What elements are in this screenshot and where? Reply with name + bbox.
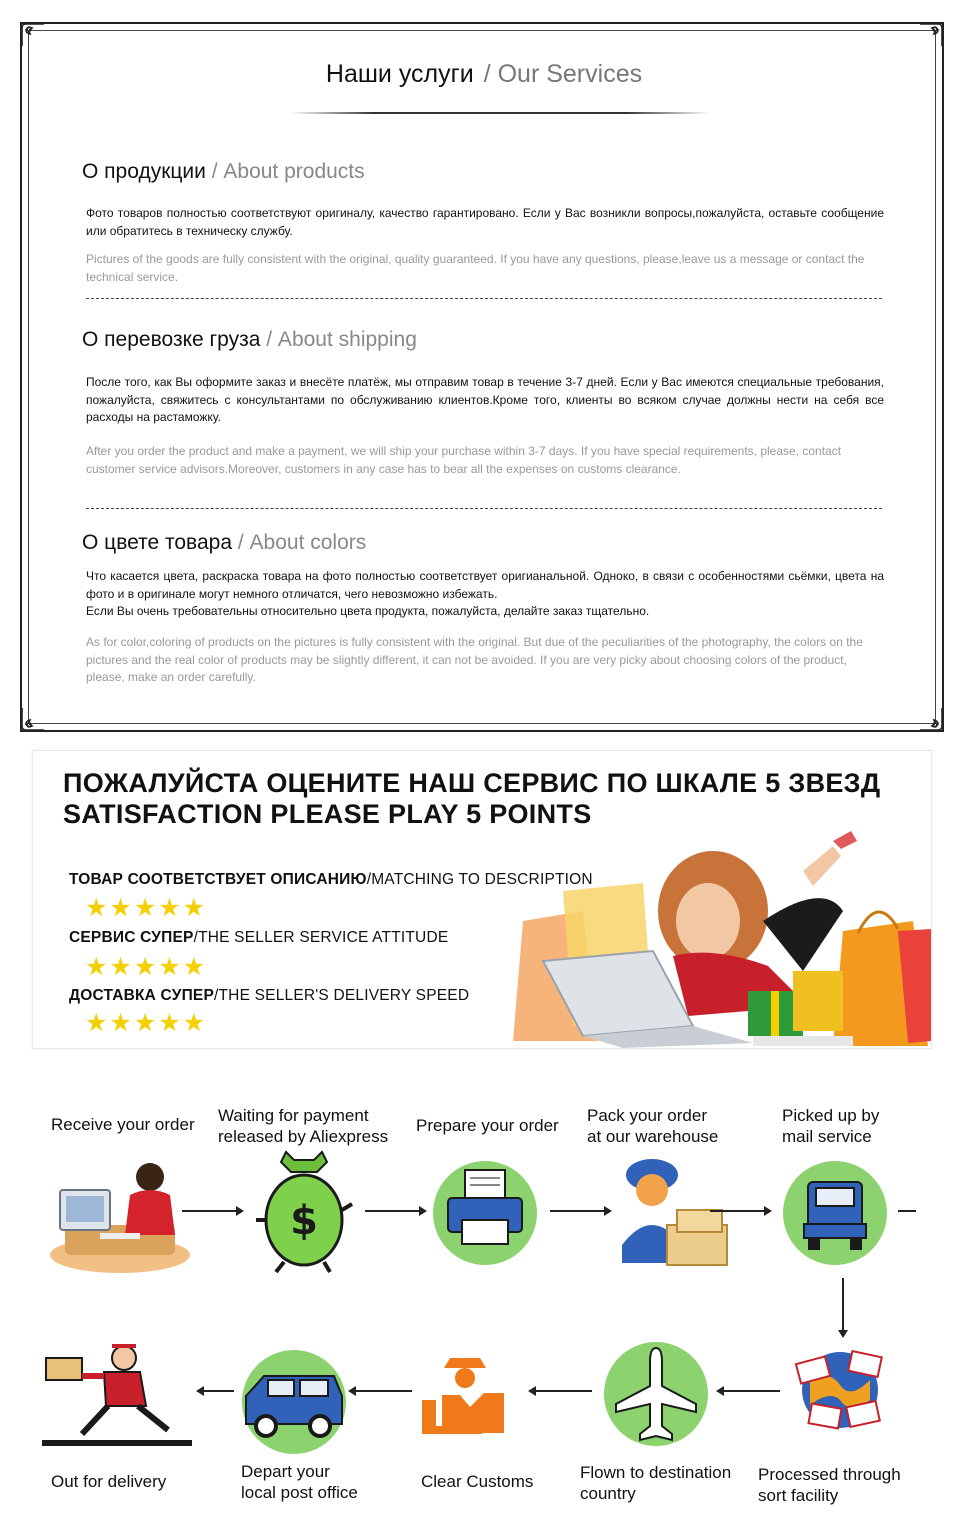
rating-headline-ru: ПОЖАЛУЙСТА ОЦЕНИТЕ НАШ СЕРВИС ПО ШКАЛЕ 5 ЗВЕЗД xyxy=(63,768,881,798)
services-panel xyxy=(20,22,944,732)
flow-arrow xyxy=(182,1210,242,1212)
flow-arrow xyxy=(350,1390,412,1392)
customs-officer-icon xyxy=(420,1350,520,1440)
section-heading-colors xyxy=(82,531,366,555)
section-text-en: As for color,coloring of products on the pictures is fully consistent with the original. But due of the peculiarities of the photography, the colors on the pictures and the real color of products may be slightly different, it can not be avoided. If you are very picky about choosing colors of the product, please, make an order carefully. xyxy=(86,635,863,684)
criterion-en: /THE SELLER SERVICE ATTITUDE xyxy=(193,929,449,946)
section-heading-en: / About products xyxy=(211,160,365,183)
flow-arrow xyxy=(365,1210,425,1212)
services-title-ru: Наши услуги xyxy=(325,60,474,88)
section-text-en: Pictures of the goods are fully consistent with the original, quality guaranteed. If you have any questions, please,leave us a message or contact the technical service. xyxy=(86,252,865,284)
computer-order-icon xyxy=(40,1155,195,1280)
step-label-receive-order: Receive your order xyxy=(51,1115,195,1134)
section-heading-en: / About shipping xyxy=(266,328,417,351)
section-heading-en: / About colors xyxy=(237,531,367,554)
svg-text:$: $ xyxy=(290,1198,318,1244)
globe-mail-icon xyxy=(790,1340,890,1440)
corner-ornament-icon xyxy=(918,22,944,48)
step-label-sort-facility: Processed through sort facility xyxy=(758,1465,901,1505)
criterion-delivery xyxy=(69,987,469,1005)
dashed-divider xyxy=(86,508,882,509)
flow-arrow xyxy=(530,1390,592,1392)
shopping-woman-laptop-illustration xyxy=(503,811,931,1048)
services-title-en: / Our Services xyxy=(483,60,643,88)
airplane-icon xyxy=(600,1338,712,1450)
step-label-waiting-payment: Waiting for payment released by Aliexpress xyxy=(218,1106,389,1146)
section-text-ru: После того, как Вы оформите заказ и внесёте платёж, мы отправим товар в течение 3-7 дней. Если у Вас имеются специальные требования, пожалуйста, свяжитесь с консультантами по обслуживанию клиентов.Кроме того, клиенты во всяком случае должны нести на себя все расходы на растаможку. xyxy=(86,375,884,424)
criterion-service xyxy=(69,929,448,947)
worker-boxes-icon xyxy=(612,1150,737,1275)
money-bag-icon xyxy=(254,1150,354,1275)
corner-ornament-icon xyxy=(918,706,944,732)
criterion-ru: СЕРВИС СУПЕР xyxy=(69,929,194,946)
criterion-ru: ТОВАР СООТВЕТСТВУЕТ ОПИСАНИЮ xyxy=(69,871,367,888)
step-label-out-for-delivery: Out for delivery xyxy=(51,1472,167,1491)
flow-arrow-down xyxy=(842,1278,844,1336)
criterion-en: /THE SELLER'S DELIVERY SPEED xyxy=(214,987,470,1004)
criterion-en: /MATCHING TO DESCRIPTION xyxy=(366,871,593,888)
services-title xyxy=(22,60,946,89)
section-heading-products xyxy=(82,160,365,184)
flow-arrow xyxy=(550,1210,610,1212)
section-text-en: After you order the product and make a payment, we will ship your purchase within 3-7 days. If you have special requirements, please, contact customer service advisors.Moreover, customers in any case has to bear all the expenses on customs clearance. xyxy=(86,444,842,476)
flow-arrow xyxy=(710,1210,770,1212)
step-label-flown: Flown to destination country xyxy=(580,1463,732,1503)
step-label-depart-post: Depart your local post office xyxy=(241,1462,358,1502)
step-label-pack-order: Pack your order at our warehouse xyxy=(587,1106,719,1146)
van-icon xyxy=(238,1346,350,1458)
title-underline xyxy=(290,112,710,114)
step-label-prepare-order: Prepare your order xyxy=(416,1116,559,1135)
corner-ornament-icon xyxy=(20,22,46,48)
courier-icon xyxy=(42,1340,197,1450)
flow-connector xyxy=(898,1210,916,1212)
flow-arrow xyxy=(198,1390,234,1392)
section-heading-ru: О продукции xyxy=(82,160,206,183)
step-label-customs: Clear Customs xyxy=(421,1472,534,1491)
star-rating[interactable]: ★★★★★ xyxy=(85,894,208,922)
section-heading-shipping xyxy=(82,328,417,352)
section-text-ru: Что касается цвета, раскраска товара на фото полностью соответствует оригианальной. Одноко, в связи с особенностями сьёмки, цвета на фото и в оригинале могут немного отличатся, чего невозможно избежать. Если Вы очень требовательны относительно цвета продукта, пожалуйста, делайте заказ тщательно. xyxy=(86,569,884,618)
star-rating[interactable]: ★★★★★ xyxy=(85,953,208,981)
rating-banner xyxy=(32,750,932,1049)
rating-headline-en: SATISFACTION PLEASE PLAY 5 POINTS xyxy=(63,799,592,829)
flow-arrow xyxy=(718,1390,780,1392)
section-text-ru: Фото товаров полностью соответствуют оригиналу, качество гарантировано. Если у Вас возникли вопросы,пожалуйста, оставьте сообщение или обратитесь в техническу службу. xyxy=(86,206,884,238)
truck-icon xyxy=(780,1158,890,1268)
step-label-picked-up: Picked up by mail service xyxy=(782,1106,880,1146)
dashed-divider xyxy=(86,298,882,299)
section-heading-ru: О цвете товара xyxy=(82,531,233,554)
criterion-ru: ДОСТАВКА СУПЕР xyxy=(69,987,214,1004)
corner-ornament-icon xyxy=(20,706,46,732)
star-rating[interactable]: ★★★★★ xyxy=(85,1009,208,1037)
section-heading-ru: О перевозке груза xyxy=(82,328,261,351)
printer-icon xyxy=(430,1158,540,1268)
